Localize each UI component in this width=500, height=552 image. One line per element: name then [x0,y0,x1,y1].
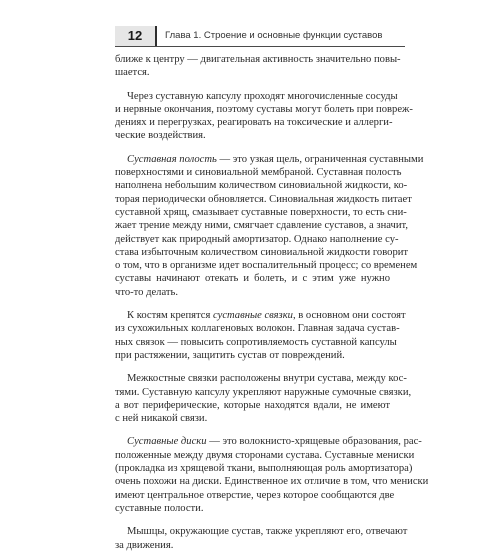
paragraph-1 [115,53,401,80]
term-ligaments: суставные связки [212,310,293,322]
text-line: тями. Суставную капсулу укрепляют наружные сумочные связки, [115,386,412,398]
text-line: имеют центральное отверстие, через которое сообщаются две [115,489,395,501]
text-line: Мышцы, окружающие сустав, также укрепляют его, отвечают [127,526,408,538]
text-line: при растяжении, защитить сустав от повреждений. [115,349,345,361]
text-line: Межкостные связки расположены внутри сустава, между кос- [127,373,407,385]
text-line: поверхностями и синовиальной мембраной. Суставная полость [115,167,402,179]
page-header [115,26,405,47]
text-line: Суставная полость — это узкая щель, ограниченная суставными [127,153,424,165]
text-line: Через суставную капсулу проходят многочисленные сосуды [127,90,398,102]
text-line: жает трение между ними, смягчает сдавление суставов, а значит, [115,220,408,232]
text-line: очень похожи на диски. Единственное их отличие в том, что мениски [115,476,429,488]
text-line: ческие воздействия. [115,130,206,142]
page-body [115,53,429,552]
paragraph-7 [115,525,408,552]
text-line: за движения. [115,539,174,551]
text-line: что-то делать. [115,286,178,298]
text-line: суставы начинают отекать и болеть, и с этим уже нужно [115,273,390,285]
paragraph-5 [115,372,412,425]
running-title: Глава 1. Строение и основные функции суставов [165,30,383,41]
text-line: из сухожильных коллагеновых волокон. Главная задача сустав- [115,323,400,335]
text-line: ных связок — повысить сопротивляемость суставной капсулы [115,336,397,348]
paragraph-3 [115,153,424,299]
text-line: ближе к центру — двигательная активность значительно повы- [115,54,401,65]
term-synovial-cavity: Суставная полость [127,153,217,165]
text-line: К костям крепятся суставные связки, в основном они состоят [127,310,406,322]
text-line: суставные полости. [115,502,204,514]
page-number: 12 [115,26,157,46]
text-line: Суставные диски — это волокнисто-хрящевые образования, рас- [127,436,422,448]
text-line: става избыточным количеством синовиальной жидкости говорит [115,246,409,258]
paragraph-6 [115,435,429,515]
text-line: (прокладка из хрящевой ткани, выполняющая роль амортизатора) [115,463,413,475]
text-line: дениях и перегрузках, реагировать на токсические и аллерги- [115,117,393,129]
term-articular-discs: Суставные диски [127,436,207,448]
text-line: с ней никакой связи. [115,413,208,425]
text-line: и нервные окончания, поэтому суставы могут болеть при повреж- [115,103,413,115]
paragraph-2 [115,90,413,143]
text-line: торая периодически обновляется. Синовиальная жидкость питает [115,193,412,205]
text-line: наполнена небольшим количеством синовиальной жидкости, ко- [115,180,408,192]
text-line: положенные между двумя сторонами сустава. Суставные мениски [115,449,415,461]
text-line: шается. [115,67,150,79]
paragraph-4 [115,309,406,362]
text-line: о том, что в организме идет воспалительный процесс; со временем [115,260,418,272]
text-line: суставной хрящ, смазывает суставные поверхности, то есть сни- [115,206,407,218]
text-line: действует как природный амортизатор. Однако наполнение су- [115,233,399,245]
text-line: а вот периферические, которые находятся вдали, не имеют [115,399,390,411]
